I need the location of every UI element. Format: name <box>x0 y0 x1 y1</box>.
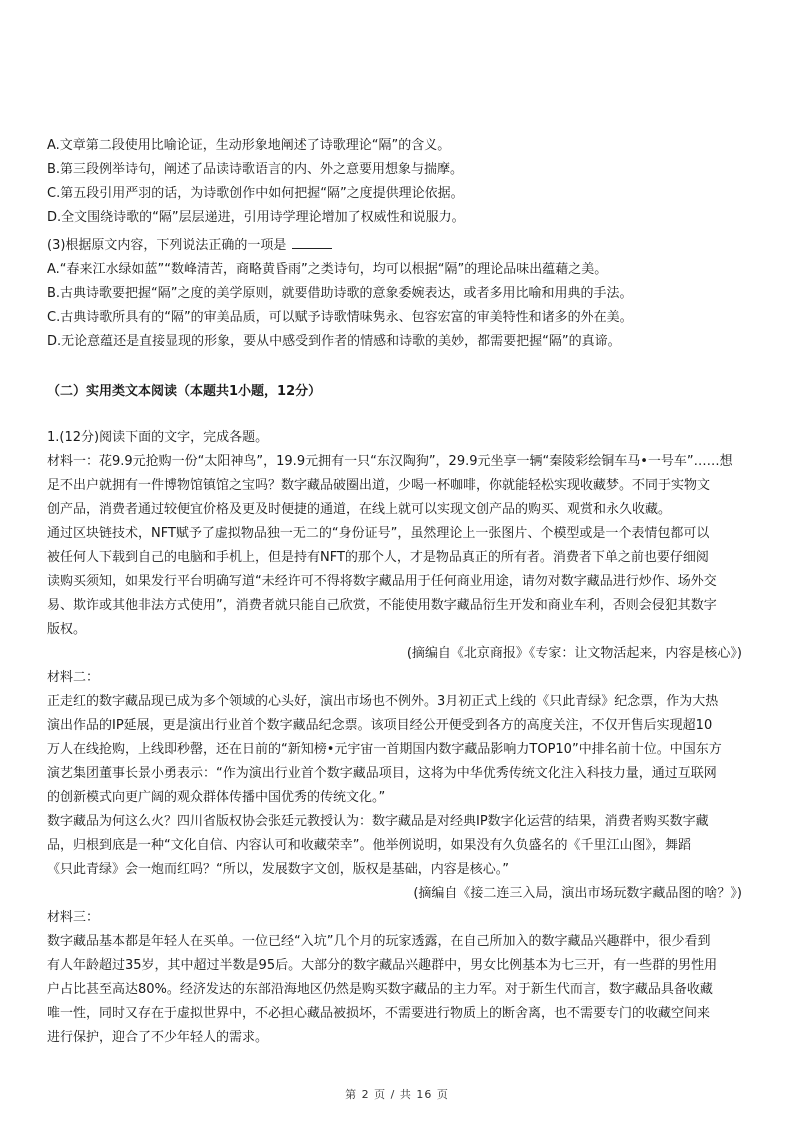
material3-line: 有人年龄超过35岁，其中超过半数是95后。大部分的数字藏品兴趣群中，男女比例基本为七三开，有一些群的男性用 <box>47 958 718 973</box>
source-citation-1: (摘编自《北京商报》《专家：让文物活起来，内容是核心》) <box>406 646 742 661</box>
material3-line: 进行保护，迎合了不少年轻人的需求。 <box>47 1030 269 1045</box>
option-q2-c: C.第五段引用严羽的话，为诗歌创作中如何把握“隔”之度提供理论依据。 <box>47 186 464 201</box>
material1-line: 材料一：花9.9元抢购一份“太阳神鸟”，19.9元拥有一只“东汉陶狗”，29.9元坐享一辆“秦陵彩绘铜车马•一号车”……想 <box>47 454 733 469</box>
material2-line: 数字藏品为何这么火？四川省版权协会张廷元教授认为：数字藏品是对经典IP数字化运营的结果，消费者购买数字藏 <box>47 814 709 829</box>
option-q3-b: B.古典诗歌要把握“隔”之度的美学原则，就要借助诗歌的意象委婉表达，或者多用比喻和用典的手法。 <box>47 286 633 301</box>
source-citation-2: (摘编自《接二连三入局，演出市场玩数字藏品图的啥？》) <box>413 886 742 901</box>
material2-line: 正走红的数字藏品现已成为多个领域的心头好，演出市场也不例外。3月初正式上线的《只此青绿》纪念票，作为大热 <box>47 694 719 709</box>
option-q2-b: B.第三段例举诗句，阐述了品读诗歌语言的内、外之意要用想象与揣摩。 <box>47 162 464 177</box>
question-1-intro: 1.(12分)阅读下面的文字，完成各题。 <box>47 430 269 445</box>
answer-blank <box>292 236 332 249</box>
material1-line: 通过区块链技术，NFT赋予了虚拟物品独一无二的“身份证号”，虽然理论上一张图片、个模型或是一个表情包都可以 <box>47 526 710 541</box>
option-q3-d: D.无论意蕴还是直接显现的形象，要从中感受到作者的情感和诗歌的美妙，都需要把握“隔”的真谛。 <box>47 334 621 349</box>
material2-line: 的创新模式向更广阔的观众群体传播中国优秀的传统文化。” <box>47 790 386 805</box>
material2-line: 演艺集团董事长景小勇表示：“作为演出行业首个数字藏品项目，这将为中华优秀传统文化注入科技力量，通过互联网 <box>47 766 717 781</box>
question-3 <box>47 236 754 255</box>
option-q2-a: A.文章第二段使用比喻论证，生动形象地阐述了诗歌理论“隔”的含义。 <box>47 138 451 153</box>
material1-line: 被任何人下载到自己的电脑和手机上，但是持有NFT的那个人，才是物品真正的所有者。消费者下单之前也要仔细阅 <box>47 550 709 565</box>
material3-label: 材料三： <box>47 910 100 925</box>
material1-line: 易、欺诈或其他非法方式使用”，消费者就只能自己欣赏，不能使用数字藏品衍生开发和商业车利，否则会侵犯其数字 <box>47 598 717 613</box>
material2-line: 《只此青绿》会一炮而红吗？“所以，发展数字文创，版权是基础，内容是核心。” <box>47 862 509 877</box>
option-q2-d: D.全文围绕诗歌的“隔”层层递进，引用诗学理论增加了权威性和说服力。 <box>47 210 465 225</box>
section-heading: （二）实用类文本阅读（本题共1小题，12分） <box>47 384 322 399</box>
material1-line: 版权。 <box>47 622 87 637</box>
option-q3-a: A.“春来江水绿如蓝”“数峰清苦，商略黄昏雨”之类诗句，均可以根据“隔”的理论品味出蕴藉之美。 <box>47 262 608 277</box>
material2-line: 品，归根到底是一种“文化自信、内容认可和收藏荣幸”。他举例说明，如果没有久负盛名的《千里江山图》，舞蹈 <box>47 838 691 853</box>
page-number: 第 2 页 / 共 16 页 <box>345 1088 449 1101</box>
material3-line: 唯一性，同时又存在于虚拟世界中，不必担心藏品被损坏，不需要进行物质上的断舍离，也不需要专门的收藏空间来 <box>47 1006 711 1021</box>
material3-line: 户占比甚至高达80%。经济发达的东部沿海地区仍然是购买数字藏品的主力军。对于新生代而言，数字藏品具备收藏 <box>47 982 713 997</box>
material2-line: 万人在线抢购，上线即秒罄，还在日前的“新知榜•元宇宙一首期国内数字藏品影响力TOP10”中排名前十位。中国东方 <box>47 742 722 757</box>
material1-line: 创产品，消费者通过较便宜价格及更及时便捷的通道，在线上就可以实现文创产品的购买、观赏和永久收藏。 <box>47 502 672 517</box>
material2-label: 材料二： <box>47 670 100 685</box>
material3-line: 数字藏品基本都是年轻人在买单。一位已经“入坑”几个月的玩家透露，在自己所加入的数字藏品兴趣群中，很少看到 <box>47 934 711 949</box>
material2-line: 演出作品的IP延展，更是演出行业首个数字藏品纪念票。该项目经公开便受到各方的高度关注，不仅开售后实现超10 <box>47 718 713 733</box>
material1-line: 足不出户就拥有一件博物馆镇馆之宝吗？数字藏品破圈出道，少喝一杯咖啡，你就能轻松实现收藏梦。不同于实物文 <box>47 478 711 493</box>
material1-line: 读购买须知，如果发行平台明确写道“未经许可不得将数字藏品用于任何商业用途，请勿对数字藏品进行炒作、场外交 <box>47 574 717 589</box>
option-q3-c: C.古典诗歌所具有的“隔”的审美品质，可以赋予诗歌情味隽永、包容宏富的审美特性和诸多的外在美。 <box>47 310 633 325</box>
question-3-text: (3)根据原文内容，下列说法正确的一项是 <box>47 238 287 253</box>
